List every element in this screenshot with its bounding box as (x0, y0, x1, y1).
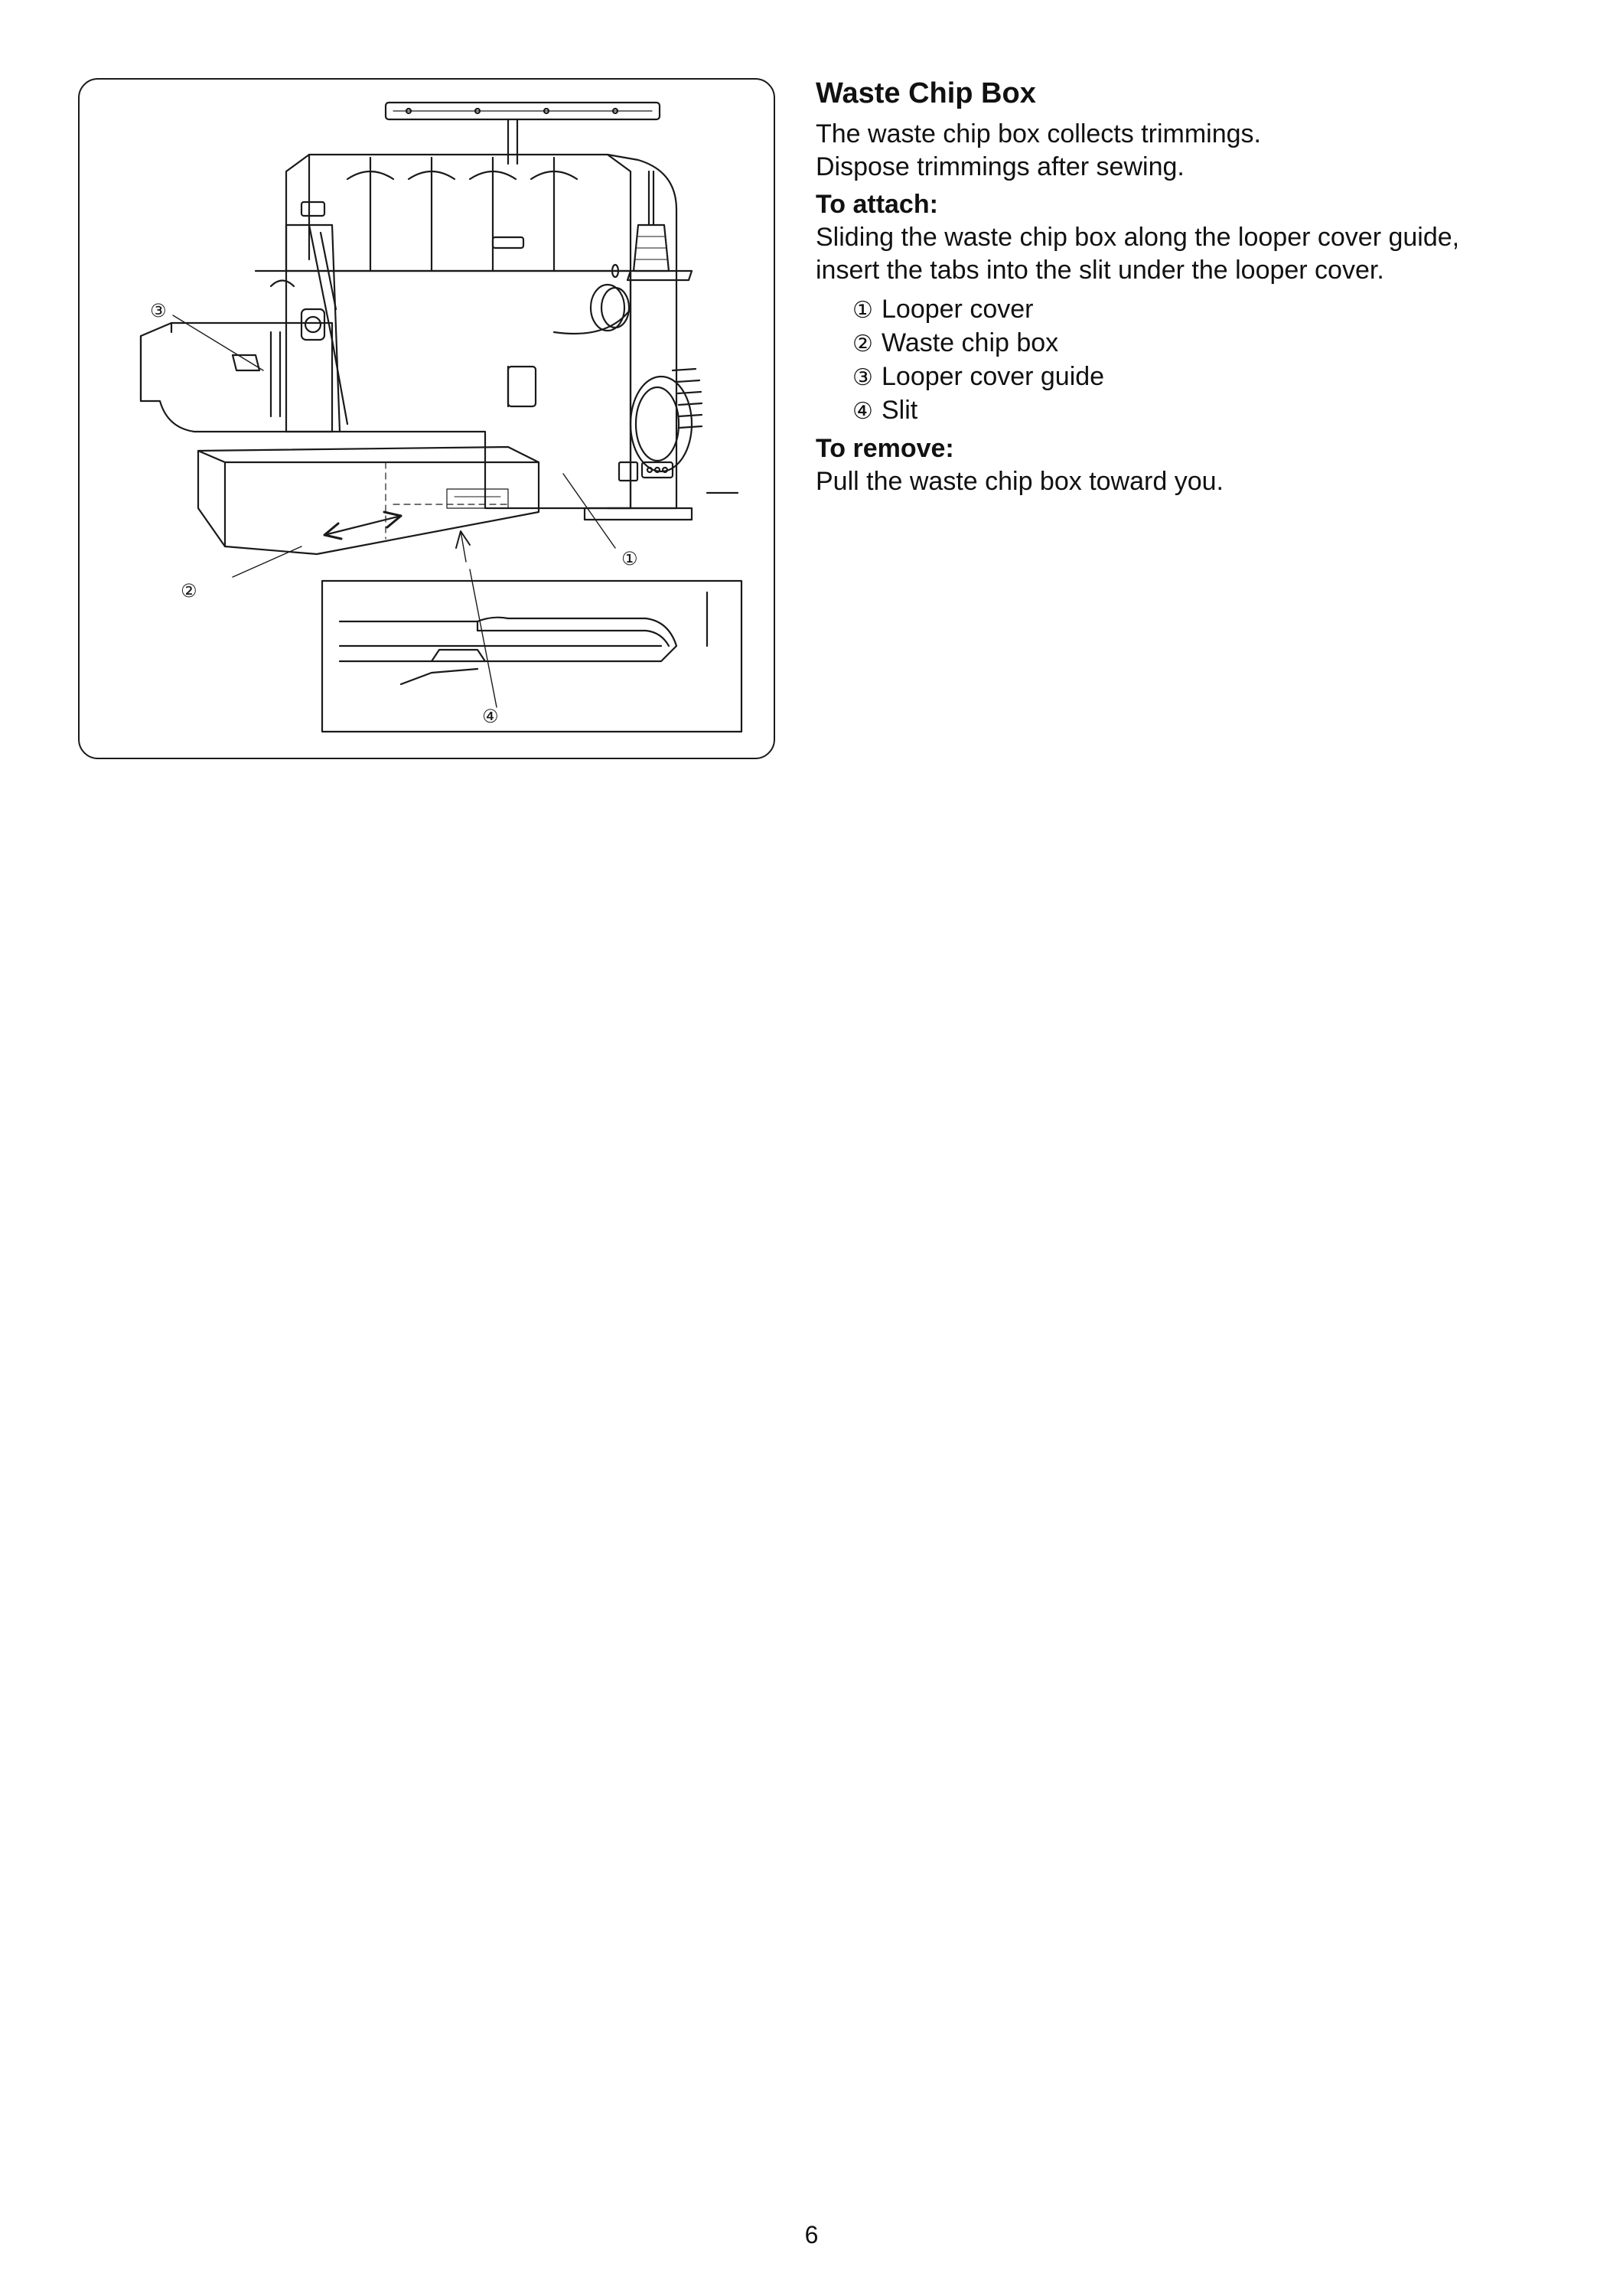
part-label: Looper cover guide (882, 362, 1105, 391)
list-item (852, 394, 1581, 428)
list-item (852, 327, 1581, 360)
part-number: ② (852, 331, 873, 357)
part-label: Waste chip box (882, 328, 1059, 357)
remove-heading: To remove: (816, 434, 954, 463)
list-item (852, 360, 1581, 394)
part-label: Looper cover (882, 295, 1034, 324)
callout-leaders (173, 315, 615, 707)
figure-frame (78, 78, 775, 759)
callout-3: ③ (150, 300, 167, 321)
section-title: Waste Chip Box (816, 77, 1036, 109)
part-number: ③ (852, 364, 873, 391)
callout-4: ④ (482, 706, 499, 727)
intro-line-1: The waste chip box collects trimmings. (816, 119, 1261, 148)
callout-2: ② (181, 580, 197, 602)
spool-pin-icon (627, 171, 692, 280)
list-item (852, 293, 1581, 327)
waste-chip-box-icon (198, 447, 539, 554)
part-number: ① (852, 297, 873, 324)
part-label: Slit (882, 396, 918, 425)
callout-1: ① (621, 548, 638, 569)
attach-line-1: Sliding the waste chip box along the looper cover guide, (816, 223, 1460, 252)
attach-line-2: insert the tabs into the slit under the looper cover. (816, 256, 1384, 285)
page-number: 6 (804, 2221, 819, 2249)
intro-line-2: Dispose trimmings after sewing. (816, 152, 1185, 181)
remove-text: Pull the waste chip box toward you. (816, 467, 1224, 496)
parts-list (816, 293, 1581, 428)
serger-illustration (80, 80, 773, 757)
part-number: ④ (852, 398, 873, 425)
instructions-column (816, 73, 1581, 498)
slit-detail-inset (322, 581, 741, 732)
attach-heading: To attach: (816, 190, 938, 219)
